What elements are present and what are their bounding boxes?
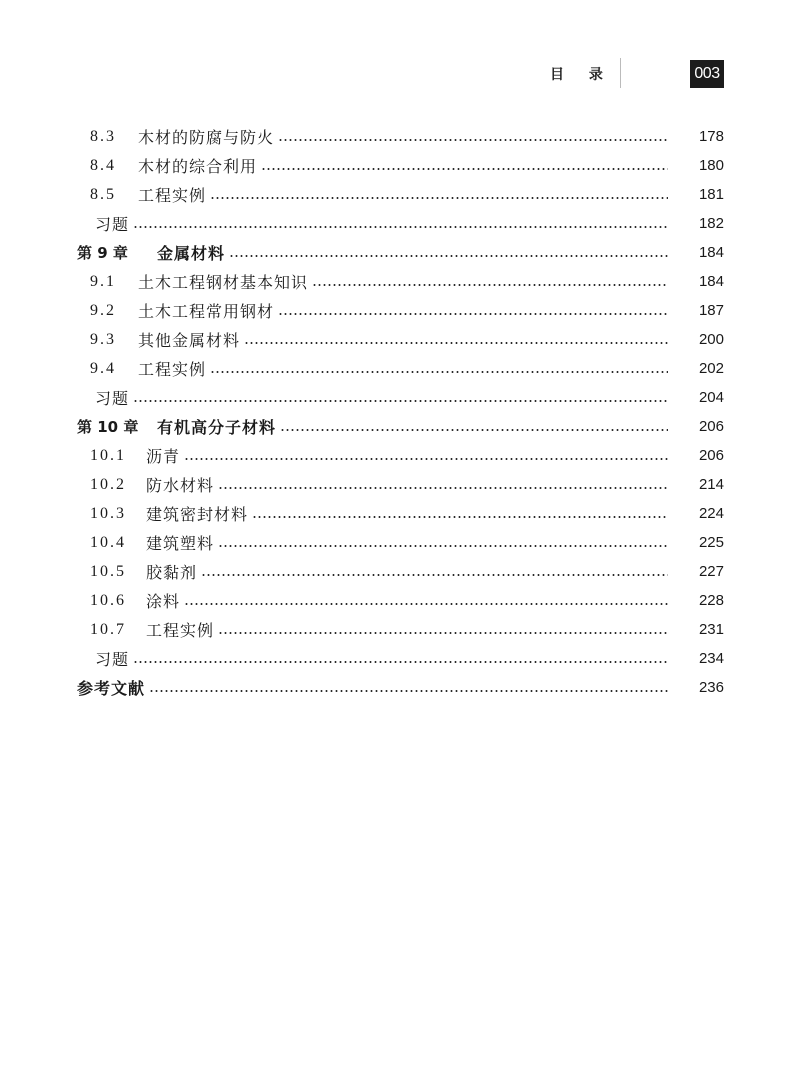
toc-entry-page: 200 bbox=[698, 331, 724, 348]
toc-entry-number: 10.1 bbox=[90, 446, 126, 464]
dot-leader bbox=[184, 603, 668, 605]
toc-section-entry[interactable] bbox=[0, 499, 790, 528]
toc-entry-number: 10.2 bbox=[90, 475, 126, 493]
toc-exercise-entry[interactable] bbox=[0, 383, 790, 412]
toc-section-entry[interactable] bbox=[0, 528, 790, 557]
toc-entry-page: 206 bbox=[698, 418, 724, 435]
toc-entry-number: 8.3 bbox=[90, 127, 116, 145]
toc-entry-number: 第 9 章 bbox=[77, 244, 128, 262]
toc-entry-title: 木材的综合利用 bbox=[138, 157, 258, 176]
dot-leader bbox=[218, 545, 668, 547]
toc-entry-number: 8.4 bbox=[90, 156, 116, 174]
toc-entry-page: 234 bbox=[698, 650, 724, 667]
toc-entry-number: 10.5 bbox=[90, 562, 126, 580]
toc-entry-title: 习题 bbox=[95, 389, 130, 408]
toc-entry-number: 9.1 bbox=[90, 272, 116, 290]
toc-entry-number: 9.4 bbox=[90, 359, 116, 377]
toc-entry-number: 10.7 bbox=[90, 620, 126, 638]
toc-entry-number: 第 10 章 bbox=[77, 418, 139, 436]
toc-entry-page: 227 bbox=[698, 563, 724, 580]
toc-entry-number: 10.6 bbox=[90, 591, 126, 609]
dot-leader bbox=[133, 400, 668, 402]
toc-entry-title: 参考文献 bbox=[77, 679, 146, 698]
page-number: 003 bbox=[690, 60, 724, 88]
dot-leader bbox=[312, 284, 668, 286]
toc-entry-page: 214 bbox=[698, 476, 724, 493]
running-header bbox=[0, 58, 790, 92]
toc-section-entry[interactable] bbox=[0, 325, 790, 354]
dot-leader bbox=[218, 487, 668, 489]
toc-chapter-entry[interactable] bbox=[0, 238, 790, 267]
dot-leader bbox=[201, 574, 668, 576]
toc-section-entry[interactable] bbox=[0, 267, 790, 296]
toc-entry-title: 建筑密封材料 bbox=[146, 505, 249, 524]
dot-leader bbox=[133, 226, 668, 228]
toc-entry-title: 涂料 bbox=[146, 592, 181, 611]
dot-leader bbox=[218, 632, 668, 634]
toc-entry-number: 10.3 bbox=[90, 504, 126, 522]
toc-chapter-entry[interactable] bbox=[0, 412, 790, 441]
toc-section-entry[interactable] bbox=[0, 122, 790, 151]
header-divider bbox=[620, 58, 621, 88]
toc-section-entry[interactable] bbox=[0, 557, 790, 586]
toc-exercise-entry[interactable] bbox=[0, 209, 790, 238]
toc-entry-page: 182 bbox=[698, 215, 724, 232]
toc-entry-page: 224 bbox=[698, 505, 724, 522]
toc-entry-title: 土木工程钢材基本知识 bbox=[138, 273, 309, 292]
toc-entry-number: 9.3 bbox=[90, 330, 116, 348]
table-of-contents bbox=[0, 122, 790, 702]
dot-leader bbox=[210, 371, 668, 373]
dot-leader bbox=[278, 139, 668, 141]
toc-entry-title: 工程实例 bbox=[138, 360, 207, 379]
dot-leader bbox=[149, 690, 668, 692]
toc-section-entry[interactable] bbox=[0, 296, 790, 325]
toc-entry-page: 228 bbox=[698, 592, 724, 609]
toc-entry-page: 181 bbox=[698, 186, 724, 203]
toc-section-entry[interactable] bbox=[0, 354, 790, 383]
toc-entry-title: 金属材料 bbox=[157, 244, 226, 263]
toc-section-entry[interactable] bbox=[0, 615, 790, 644]
toc-entry-page: 202 bbox=[698, 360, 724, 377]
toc-section-entry[interactable] bbox=[0, 180, 790, 209]
toc-entry-number: 9.2 bbox=[90, 301, 116, 319]
toc-entry-title: 沥青 bbox=[146, 447, 181, 466]
dot-leader bbox=[278, 313, 668, 315]
toc-section-entry[interactable] bbox=[0, 586, 790, 615]
dot-leader bbox=[261, 168, 668, 170]
toc-exercise-entry[interactable] bbox=[0, 644, 790, 673]
toc-section-entry[interactable] bbox=[0, 441, 790, 470]
toc-entry-page: 178 bbox=[698, 128, 724, 145]
toc-entry-number: 10.4 bbox=[90, 533, 126, 551]
dot-leader bbox=[184, 458, 668, 460]
toc-entry-title: 有机高分子材料 bbox=[157, 418, 277, 437]
toc-section-entry[interactable] bbox=[0, 470, 790, 499]
dot-leader bbox=[244, 342, 668, 344]
toc-entry-page: 184 bbox=[698, 244, 724, 261]
toc-chapter-entry[interactable] bbox=[0, 673, 790, 702]
header-title: 目 录 bbox=[550, 67, 613, 83]
toc-entry-page: 206 bbox=[698, 447, 724, 464]
toc-entry-page: 184 bbox=[698, 273, 724, 290]
toc-entry-title: 习题 bbox=[95, 650, 130, 669]
toc-entry-page: 187 bbox=[698, 302, 724, 319]
toc-entry-page: 225 bbox=[698, 534, 724, 551]
dot-leader bbox=[229, 255, 668, 257]
dot-leader bbox=[280, 429, 668, 431]
dot-leader bbox=[133, 661, 668, 663]
toc-entry-title: 胶黏剂 bbox=[146, 563, 198, 582]
toc-entry-title: 其他金属材料 bbox=[138, 331, 241, 350]
toc-entry-title: 木材的防腐与防火 bbox=[138, 128, 275, 147]
toc-entry-page: 204 bbox=[698, 389, 724, 406]
toc-entry-title: 防水材料 bbox=[146, 476, 215, 495]
toc-entry-title: 工程实例 bbox=[138, 186, 207, 205]
toc-section-entry[interactable] bbox=[0, 151, 790, 180]
dot-leader bbox=[210, 197, 668, 199]
toc-entry-page: 180 bbox=[698, 157, 724, 174]
toc-entry-title: 土木工程常用钢材 bbox=[138, 302, 275, 321]
dot-leader bbox=[252, 516, 668, 518]
toc-entry-title: 工程实例 bbox=[146, 621, 215, 640]
toc-entry-number: 8.5 bbox=[90, 185, 116, 203]
toc-entry-page: 236 bbox=[698, 679, 724, 696]
toc-entry-title: 习题 bbox=[95, 215, 130, 234]
toc-entry-page: 231 bbox=[698, 621, 724, 638]
toc-entry-title: 建筑塑料 bbox=[146, 534, 215, 553]
